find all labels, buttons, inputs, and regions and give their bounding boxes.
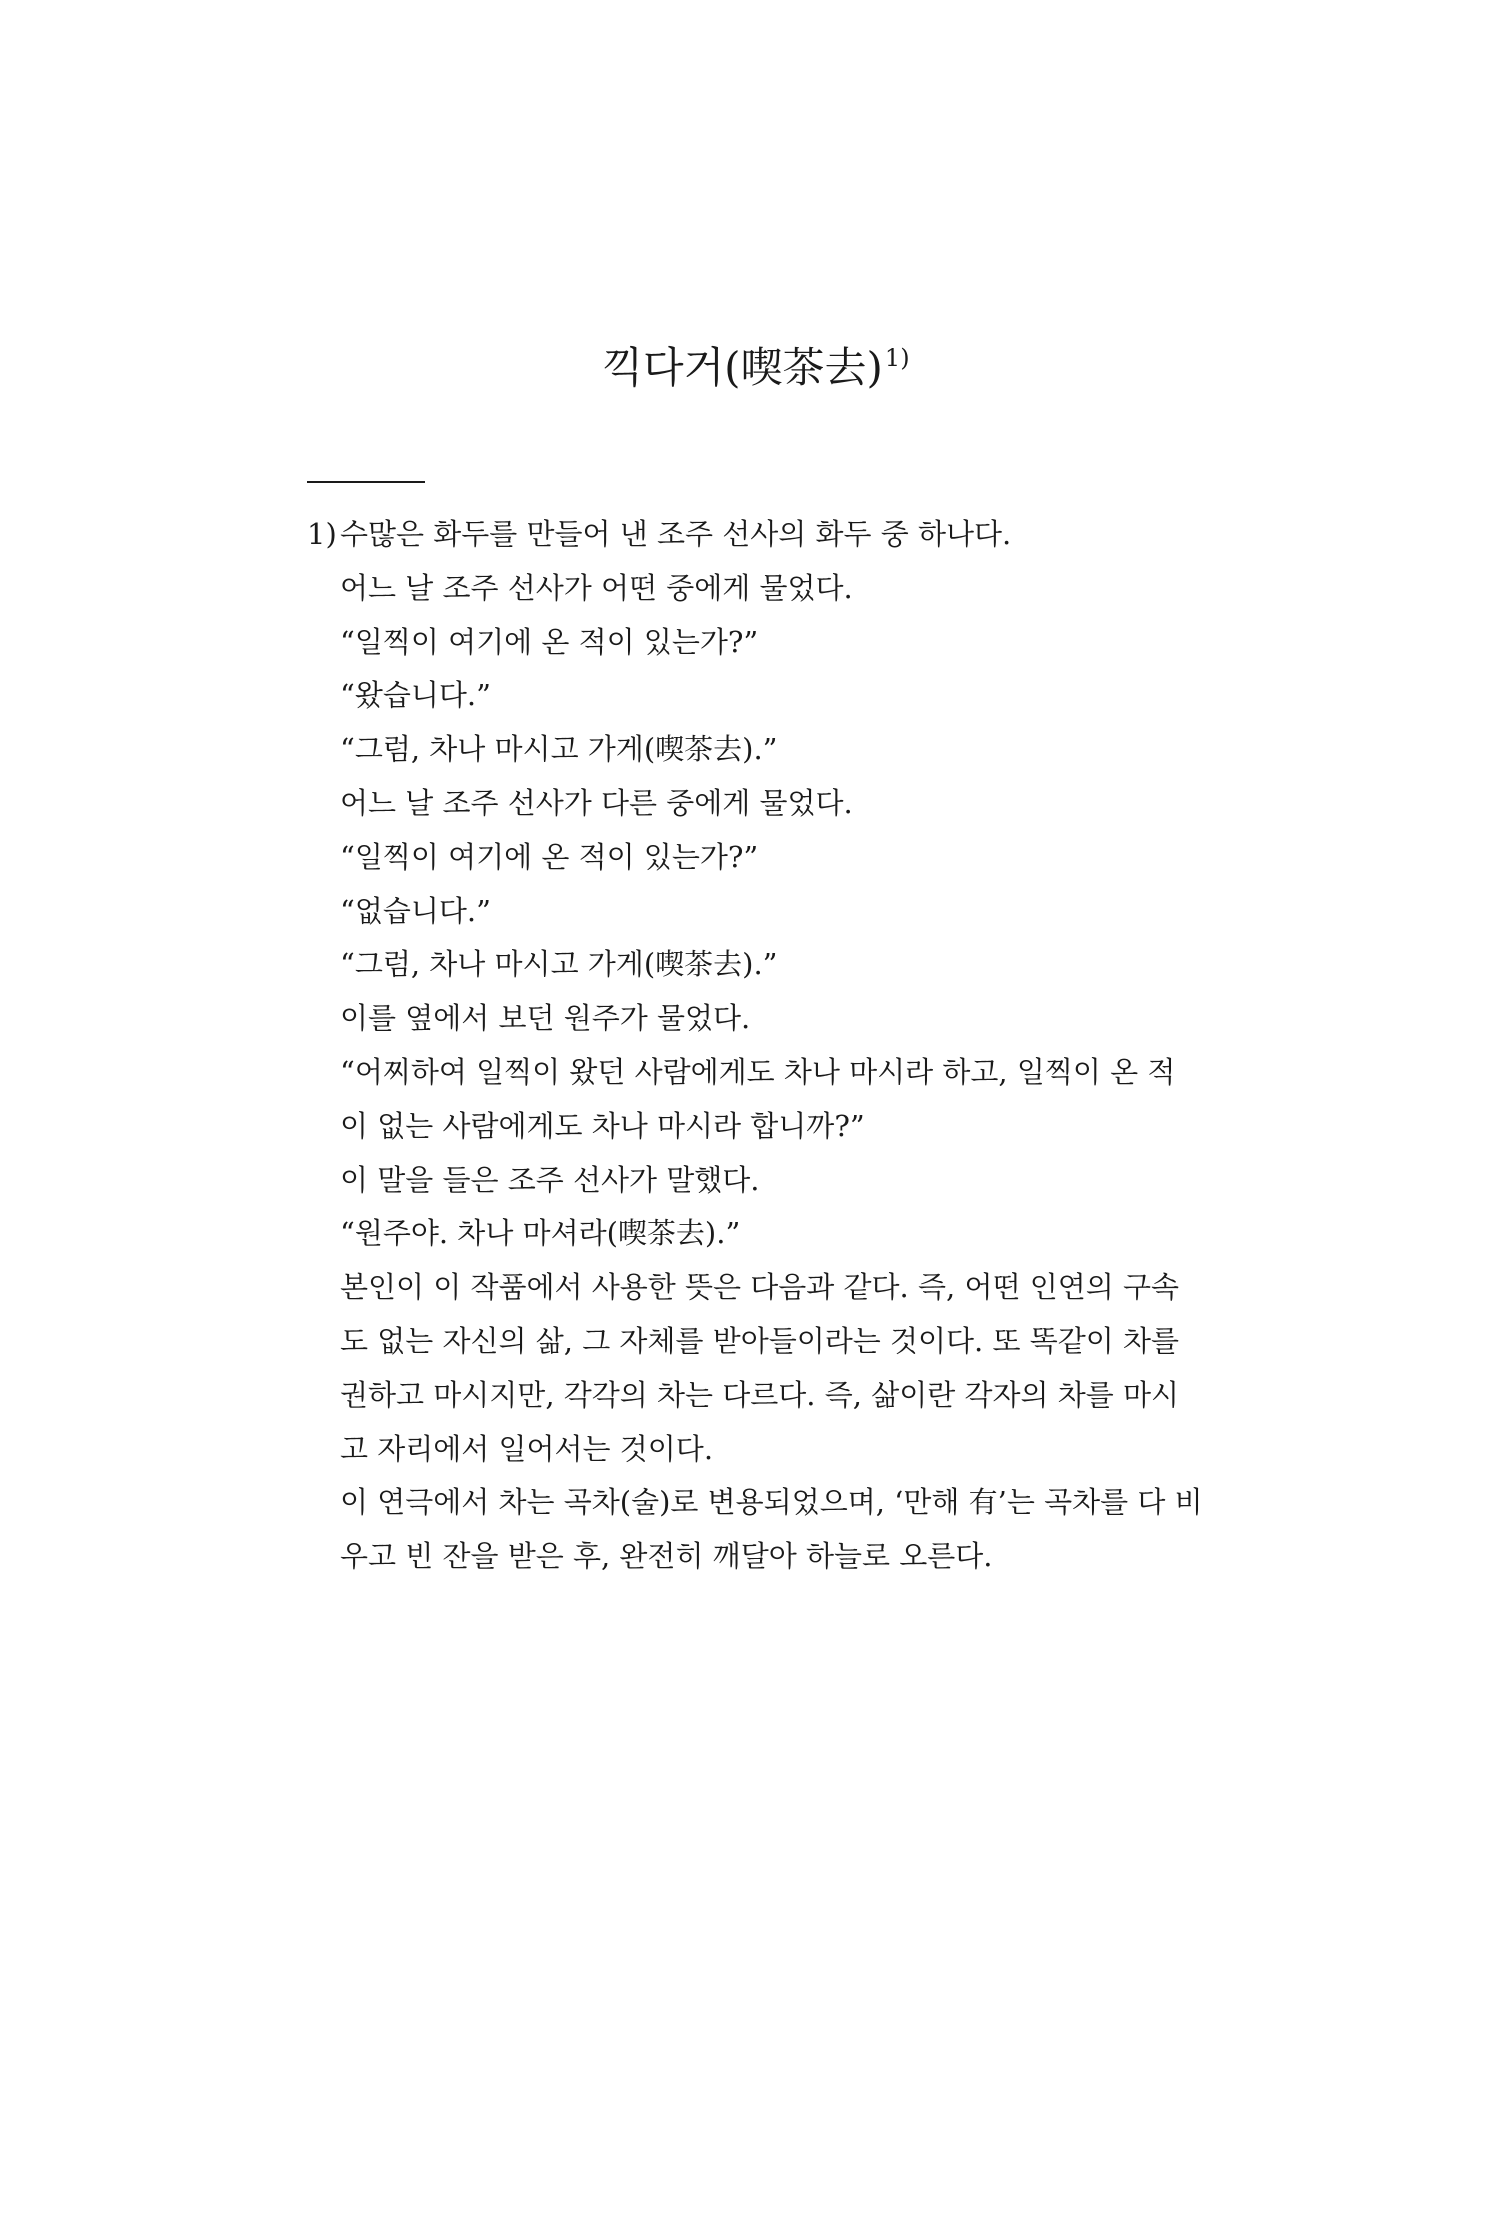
- page-title: [0, 330, 1512, 396]
- footnote-line: 권하고 마시지만, 각각의 차는 다르다. 즉, 삶이란 각자의 차를 마시: [340, 1377, 1179, 1412]
- footnote-line: “원주야. 차나 마셔라(喫茶去).”: [340, 1216, 741, 1251]
- footnote-line: “어찌하여 일찍이 왔던 사람에게도 차나 마시라 하고, 일찍이 온 적: [340, 1054, 1176, 1089]
- title-text: 끽다거(喫茶去): [602, 343, 883, 392]
- footnote-line: 고 자리에서 일어서는 것이다.: [340, 1431, 714, 1466]
- footnote-line: “그럼, 차나 마시고 가게(喫茶去).”: [340, 732, 778, 767]
- footnote-line: “일찍이 여기에 온 적이 있는가?”: [340, 624, 759, 659]
- footnote-line: “일찍이 여기에 온 적이 있는가?”: [340, 839, 759, 874]
- footnote-line: 어느 날 조주 선사가 다른 중에게 물었다.: [340, 785, 853, 820]
- footnote-line: 1) 수많은 화두를 만들어 낸 조주 선사의 화두 중 하나다.: [307, 508, 1242, 562]
- footnote-line: 어느 날 조주 선사가 어떤 중에게 물었다.: [340, 570, 853, 605]
- footnote-line: “왔습니다.”: [340, 678, 491, 713]
- footnote-number: 1): [307, 517, 337, 551]
- footnote-line: 이를 옆에서 보던 원주가 물었다.: [340, 1001, 751, 1036]
- footnote-line: 이 말을 들은 조주 선사가 말했다.: [340, 1162, 760, 1197]
- footnote-line: 이 없는 사람에게도 차나 마시라 합니까?”: [340, 1108, 865, 1143]
- footnote-separator: [307, 481, 425, 483]
- footnote: [307, 508, 1242, 1584]
- footnote-line: 우고 빈 잔을 받은 후, 완전히 깨달아 하늘로 오른다.: [340, 1539, 993, 1574]
- footnote-line: “없습니다.”: [340, 893, 491, 928]
- footnote-line: 본인이 이 작품에서 사용한 뜻은 다음과 같다. 즉, 어떤 인연의 구속: [340, 1270, 1179, 1305]
- footnote-reference: 1): [884, 344, 910, 372]
- footnote-line: “그럼, 차나 마시고 가게(喫茶去).”: [340, 947, 778, 982]
- footnote-line: 이 연극에서 차는 곡차(술)로 변용되었으며, ‘만해 有’는 곡차를 다 비: [340, 1485, 1203, 1520]
- footnote-line: 도 없는 자신의 삶, 그 자체를 받아들이라는 것이다. 또 똑같이 차를: [340, 1323, 1179, 1358]
